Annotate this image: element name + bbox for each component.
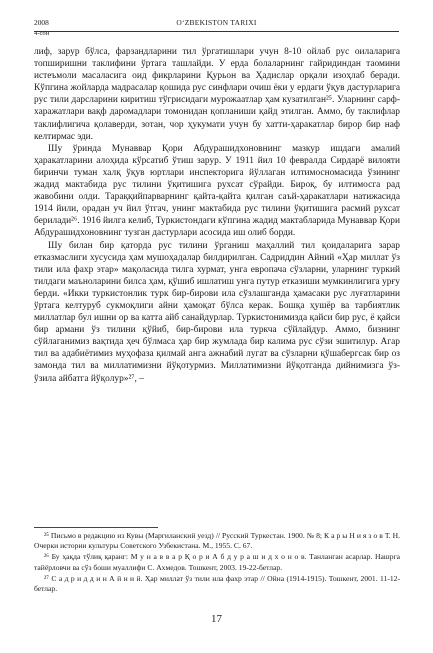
running-header [34, 18, 399, 37]
header-issue: 4-сон [34, 30, 50, 37]
footnotes [34, 531, 400, 595]
page-number: 17 [211, 613, 222, 625]
footnote: ²⁵ Письмо в редакцию из Кувы (Маргиланский уезд) // Русский Туркестан. 1900. № 8; К а р ы Н и я з о в Т. Н. Очерки истории культуры Советского Узбекистана. М., 1955. С. 67. [34, 531, 400, 551]
paragraph: лиф, зарур бўлса, фарзандларини тил ўргатишлари учун 8-10 ойлаб рус оилаларига топширишни таклифини ўртага ташлайди. У ерда болаларнинг гайридиндан таомини истеъмоли масаласига оид фикрларини Қурьон ва Ҳадислар орқали изоҳлаб беради. Кўпгина жойларда мадрасалар қошида рус синфлари очиш ёки у ердаги ўқув дастурларига рус тили дарсларини киритиш тўгрисидаги мурожаатлар ҳам кузатилган²⁵. Уларнинг сарф-харажатлари вақф даромадлари томонидан қопланиши қайд этилган. Аммо, бу таклифлар таклифлигича қолаверди, зотан, чор ҳукумати учун бу хатти-ҳаракатлар бирор бир наф келтирмас эди. [34, 47, 400, 142]
journal-title: O‘ZBEKISTON TARIXI [176, 18, 257, 27]
paragraph: Шу ўринда Мунаввар Қори Абдурашидхоновнинг мазкур ишдаги амалий ҳаракатларини алоҳида кўрсатиб ўтиш зарур. У 1911 йил 10 февралда Сирдарё вилояти биринчи туман халқ ўқув юртлари инспекторига йўллаган илтимосномасида ўзининг жадид мактабида рус тилини ўқитишига рухсат сўрайди. Бироқ, бу илтимосга рад жавобини олди. Тараққийпарварнинг қайта-қайта қилган саъй-ҳаракатлари натижасида 1914 йили, орадан уч йил ўтгач, унинг мактабида рус тилини ўқитишига расмий рухсат берилади²⁶. 1916 йилга келиб, Туркистондаги кўпгина жадид мактабларида Мунаввар Қори Абдурашидхоновнинг тузган дастурлари асосида иш олиб борди. [34, 143, 400, 239]
footnote: ²⁶ Бу ҳақда тўлиқ қаранг: М у н а в в а р Қ о р и А б д у р а ш и д х о н о в. Танланган асарлар. Нашрга тайёрловчи ва сўз боши муаллифи С. Ахмедов. Тошкент, 2003. 19-22-бетлар. [34, 552, 400, 572]
body-text [34, 46, 400, 385]
footnote: ²⁷ С а д р и д д и н А й н и й. Ҳар миллат ўз тили ила фахр этар // Ойна (1914-1915). Тошкент, 2001. 11-12-бетлар. [34, 573, 400, 594]
header-rule [34, 31, 399, 32]
footnote-rule [34, 527, 158, 528]
paragraph: Шу билан бир қаторда рус тилини ўрганиш маҳаллий тил қоидаларига зарар етказмаслиги хусусида ҳам мушоҳадалар билдирилган. Садриддин Айний «Ҳар миллат ўз тили ила фахр этар» мақоласида тилга хурмат, унга европача сўзларни, уларнинг туркий тилдаги маъноларини билса ҳам, қўшиб ишлатиш унга путур етказиши мумкинлигига урғу берди. «Икки туркистонлик турк бир-бирови ила сўзлашганда ҳамасаки рус луғатларини ўртага келтуруб сукмоқлиги айни ҳамоқат бўлса керак. Бошқа ҳушёр ва тарбиятлик миллатлар бул ишни ор ва катта айб санайдурлар. Туркистонимизда қайси бир рус, ё қайси бир армани ўз тилини қўйиб, бир-бирови ила туркча сўйлайдур. Аммо, бизнинг сўйлаганимиз вақтида ҳеч бўлмаса ҳар бир жумлада бир калима рус сўзи эшитилур. Агар тил ва адабиётимиз муҳофаза қилмай анга ажнабий лугат ва сўзларни қўшабергсак бир оз замонда тил ва миллатимизни йўқотурмиз. Миллатимизни йўқотганда дийнимизга ўз-ўзила айбатга йўқолур»²⁷, – [34, 240, 400, 384]
header-year: 2008 [34, 18, 49, 27]
